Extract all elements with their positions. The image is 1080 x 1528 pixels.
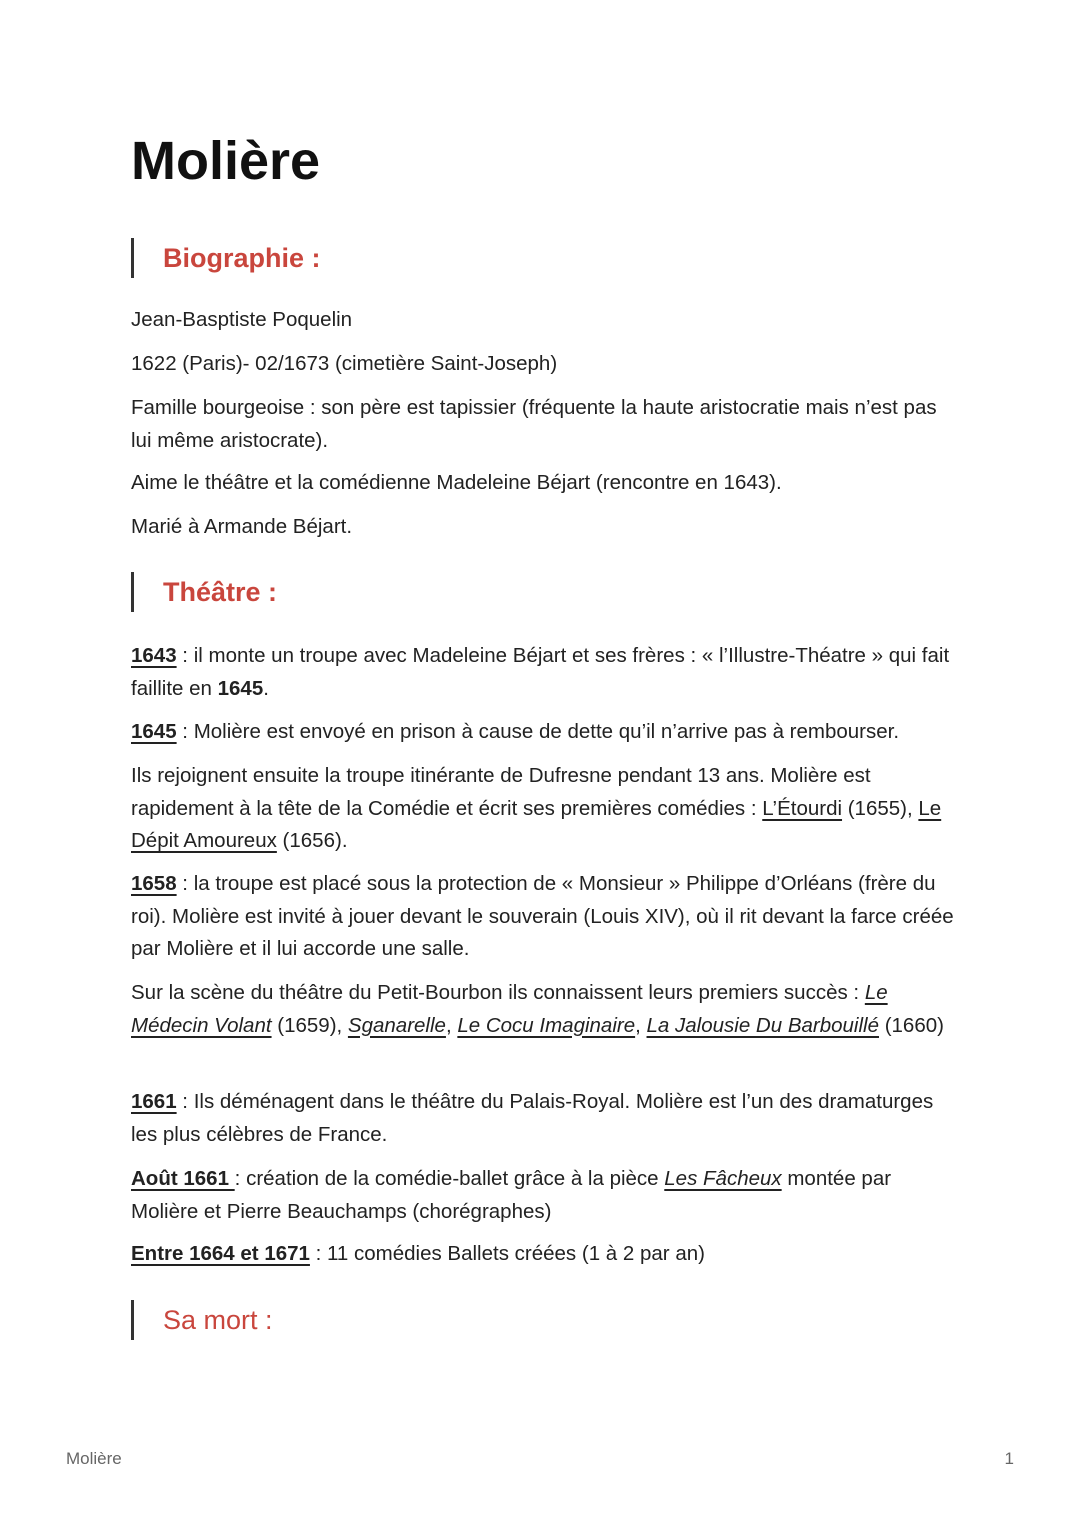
work-title: Le Dépit Amoureux bbox=[131, 796, 942, 852]
paragraph-text: Sur la scène du théâtre du Petit-Bourbon ils connaissent leurs premiers succès : bbox=[131, 981, 865, 1004]
work-title: Le Cocu Imaginaire bbox=[457, 1013, 636, 1037]
paragraph-text: montée par Molière et Pierre Beauchamps (chorégraphes) bbox=[131, 1167, 892, 1223]
bio-line-theatre: Aime le théâtre et la comédienne Madeleine Béjart (rencontre en 1643). bbox=[131, 471, 782, 494]
theatre-paragraph-dufresne bbox=[131, 760, 961, 858]
section-heading-mort: Sa mort : bbox=[131, 1300, 273, 1340]
work-title: L’Étourdi bbox=[762, 796, 843, 820]
paragraph-text: : création de la comédie-ballet grâce à la pièce bbox=[234, 1167, 665, 1190]
bold-year: 1645 bbox=[217, 676, 264, 700]
page-number: 1 bbox=[1004, 1449, 1014, 1468]
date-label: 1645 bbox=[131, 720, 177, 743]
paragraph-text: : Molière est envoyé en prison à cause de dette qu’il n’arrive pas à rembourser. bbox=[176, 720, 900, 743]
paragraph-text: . bbox=[263, 676, 269, 700]
paragraph-text: : 11 comédies Ballets créées (1 à 2 par an) bbox=[309, 1242, 705, 1265]
bio-line-married: Marié à Armande Béjart. bbox=[131, 515, 353, 538]
paragraph-text: (1659), bbox=[271, 1013, 348, 1037]
paragraph-text: : il monte un troupe avec Madeleine Béjart et ses frères : « l’Illustre-Théatre » qui fait faillite en bbox=[131, 644, 950, 700]
theatre-paragraph-aout-1661 bbox=[131, 1163, 961, 1228]
theatre-paragraph-1643 bbox=[131, 640, 961, 705]
paragraph-text: (1656). bbox=[276, 829, 348, 852]
date-label: 1643 bbox=[131, 644, 177, 667]
bio-line-dates: 1622 (Paris)- 02/1673 (cimetière Saint-Joseph) bbox=[131, 352, 558, 375]
paragraph-text: (1660) bbox=[879, 1013, 944, 1037]
date-label: 1661 bbox=[131, 1090, 177, 1113]
page-title: Molière bbox=[131, 131, 321, 191]
section-heading-biographie: Biographie : bbox=[131, 238, 321, 278]
paragraph-text: , bbox=[445, 1013, 458, 1037]
paragraph-text: (1655), bbox=[842, 796, 919, 820]
theatre-paragraph-1658 bbox=[131, 868, 961, 966]
theatre-paragraph-1664-1671 bbox=[131, 1238, 961, 1271]
paragraph-text: , bbox=[635, 1013, 647, 1037]
theatre-paragraph-1661 bbox=[131, 1086, 961, 1151]
bio-line-name: Jean-Basptiste Poquelin bbox=[131, 308, 353, 331]
bio-line-family: Famille bourgeoise : son père est tapissier (fréquente la haute aristocratie mais n’est pas lui même aristocrate). bbox=[131, 396, 937, 452]
section-heading-theatre: Théâtre : bbox=[131, 572, 277, 612]
work-title: La Jalousie Du Barbouillé bbox=[646, 1013, 879, 1037]
date-label: Entre 1664 et 1671 bbox=[131, 1242, 310, 1265]
theatre-paragraph-petit-bourbon bbox=[131, 977, 961, 1042]
theatre-paragraph-1645 bbox=[131, 716, 961, 749]
paragraph-text: : la troupe est placé sous la protection de « Monsieur » Philippe d’Orléans (frère du roi). Molière est invité à jouer devant le souverain (Louis XIV), où il rit devant la farce créée par Molière et il lui accorde une salle. bbox=[131, 872, 954, 960]
footer-title: Molière bbox=[66, 1449, 122, 1468]
date-label: Août 1661 bbox=[131, 1167, 235, 1190]
paragraph-text: : Ils déménagent dans le théâtre du Palais-Royal. Molière est l’un des dramaturges les plus célèbres de France. bbox=[131, 1090, 934, 1146]
work-title: Le Médecin Volant bbox=[131, 981, 888, 1037]
work-title: Les Fâcheux bbox=[664, 1167, 782, 1190]
work-title: Sganarelle bbox=[347, 1013, 446, 1037]
date-label: 1658 bbox=[131, 872, 177, 895]
paragraph-text: Ils rejoignent ensuite la troupe itinérante de Dufresne pendant 13 ans. Molière est rapidement à la tête de la Comédie et écrit ses premières comédies : bbox=[131, 764, 871, 820]
